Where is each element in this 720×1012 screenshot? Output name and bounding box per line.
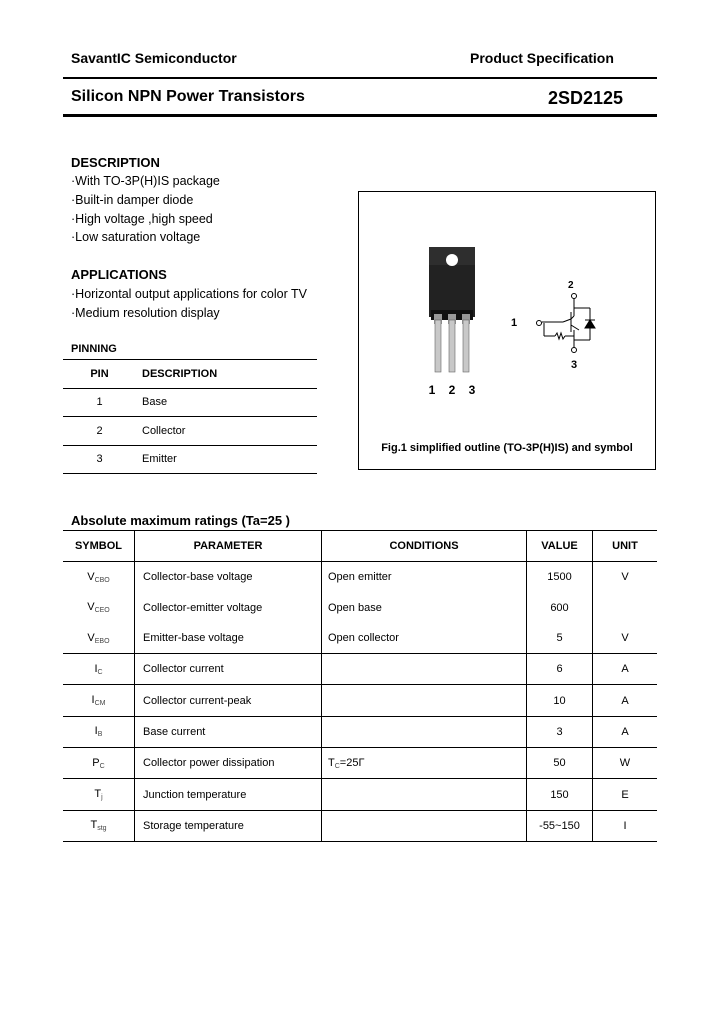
symbol-cell: $V_{EBO}$ [63,623,135,654]
unit-cell [593,593,658,623]
description-item: ·Low saturation voltage [71,230,201,245]
parameter-cell: Collector current [135,654,322,685]
package-pin-label: 3 [468,383,476,397]
condition-cell: Open base [322,593,527,623]
description-item: ·High voltage ,high speed [71,211,213,226]
table-header-row [63,360,317,389]
unit-cell: V [593,623,658,654]
pin-number: 3 [63,445,136,474]
value-cell: 3 [527,716,593,747]
table-row [63,748,657,779]
pinning-table [63,359,317,474]
symbol-cell: $V_{CEO}$ [63,593,135,623]
package-pin-label: 1 [428,383,436,397]
symbol-cell: $I_{CM}$ [63,685,135,716]
figure-box [358,191,656,470]
symbol-cell: $T_j$ [63,779,135,810]
table-row [63,654,657,685]
description-title: DESCRIPTION [71,155,160,170]
ratings-table [63,530,657,842]
header-rule-top [63,77,657,79]
value-cell: 5 [527,623,593,654]
npn-transistor-symbol-icon [537,294,596,353]
symbol-label-collector: 2 [568,280,574,291]
value-cell: -55~150 [527,810,593,841]
value-cell: 6 [527,654,593,685]
condition-cell: $T_C=25\Gamma$ [322,748,527,779]
header-rule-bottom [63,114,657,117]
pinning-title: PINNING [71,343,117,355]
value-cell: 1500 [527,562,593,593]
company-name: SavantIC Semiconductor [71,50,237,66]
condition-cell [322,810,527,841]
table-row [63,685,657,716]
header-cell: CONDITIONS [322,531,527,562]
pin-description: Base [136,388,317,417]
parameter-cell: Junction temperature [135,779,322,810]
table-row [63,388,317,417]
symbol-label-base: 1 [511,317,518,329]
table-header-row [63,531,657,562]
pin-description: Emitter [136,445,317,474]
applications-title: APPLICATIONS [71,267,167,282]
condition-cell [322,716,527,747]
description-item: ·Built-in damper diode [71,192,194,207]
parameter-cell: Collector current-peak [135,685,322,716]
figure-graphics [359,192,655,469]
unit-cell: A [593,685,658,716]
header-cell: DESCRIPTION [136,360,317,389]
value-cell: 50 [527,748,593,779]
header-cell: UNIT [593,531,658,562]
ratings-title: Absolute maximum ratings (Ta=25 ) [71,513,291,528]
parameter-cell: Collector-emitter voltage [135,593,322,623]
spec-label: Product Specification [470,50,614,66]
header-cell: SYMBOL [63,531,135,562]
table-row [63,593,657,623]
table-row [63,810,657,841]
unit-cell: V [621,571,629,584]
table-row [63,716,657,747]
value-cell: 600 [527,593,593,623]
table-row [63,623,657,654]
value-cell: 10 [527,685,593,716]
pin-number: 2 [63,417,136,446]
unit-cell: A [593,716,658,747]
condition-cell: Open emitter [322,562,527,593]
header-cell: PARAMETER [135,531,322,562]
unit-cell: W [593,748,658,779]
table-row [63,562,657,593]
description-item: ·With TO-3P(H)IS package [71,174,220,188]
figure-caption: Fig.1 simplified outline (TO-3P(H)IS) and symbol [381,442,633,454]
application-item: ·Medium resolution display [71,305,220,320]
value-cell: 150 [527,779,593,810]
condition-cell [322,654,527,685]
header-cell: VALUE [527,531,593,562]
pin-description: Collector [136,417,317,446]
package-pin-label: 2 [448,383,456,397]
package-outline-icon [429,247,475,372]
condition-cell [322,685,527,716]
symbol-cell: $I_B$ [63,716,135,747]
applications-list [71,285,307,323]
application-item: ·Horizontal output applications for color TV [71,287,307,301]
parameter-cell: Collector power dissipation [135,748,322,779]
unit-cell: Ε [593,779,658,810]
header-cell: PIN [63,360,136,389]
table-row [63,779,657,810]
table-row [63,417,317,446]
description-list [71,172,220,247]
symbol-cell: $T_{stg}$ [63,810,135,841]
parameter-cell: Collector-base voltage [135,562,322,593]
condition-cell: Open collector [322,623,527,654]
part-number: 2SD2125 [548,88,624,108]
parameter-cell: Storage temperature [135,810,322,841]
symbol-label-emitter: 3 [571,359,578,371]
table-row [63,445,317,474]
parameter-cell: Emitter-base voltage [135,623,322,654]
unit-cell: Ι [593,810,658,841]
document-title: Silicon NPN Power Transistors [71,88,305,105]
symbol-cell: $V_{CBO}$ [63,562,135,593]
unit-cell: A [593,654,658,685]
pin-number: 1 [63,388,136,417]
symbol-cell: $P_C$ [63,748,135,779]
parameter-cell: Base current [135,716,322,747]
symbol-cell: $I_C$ [63,654,135,685]
condition-cell [322,779,527,810]
